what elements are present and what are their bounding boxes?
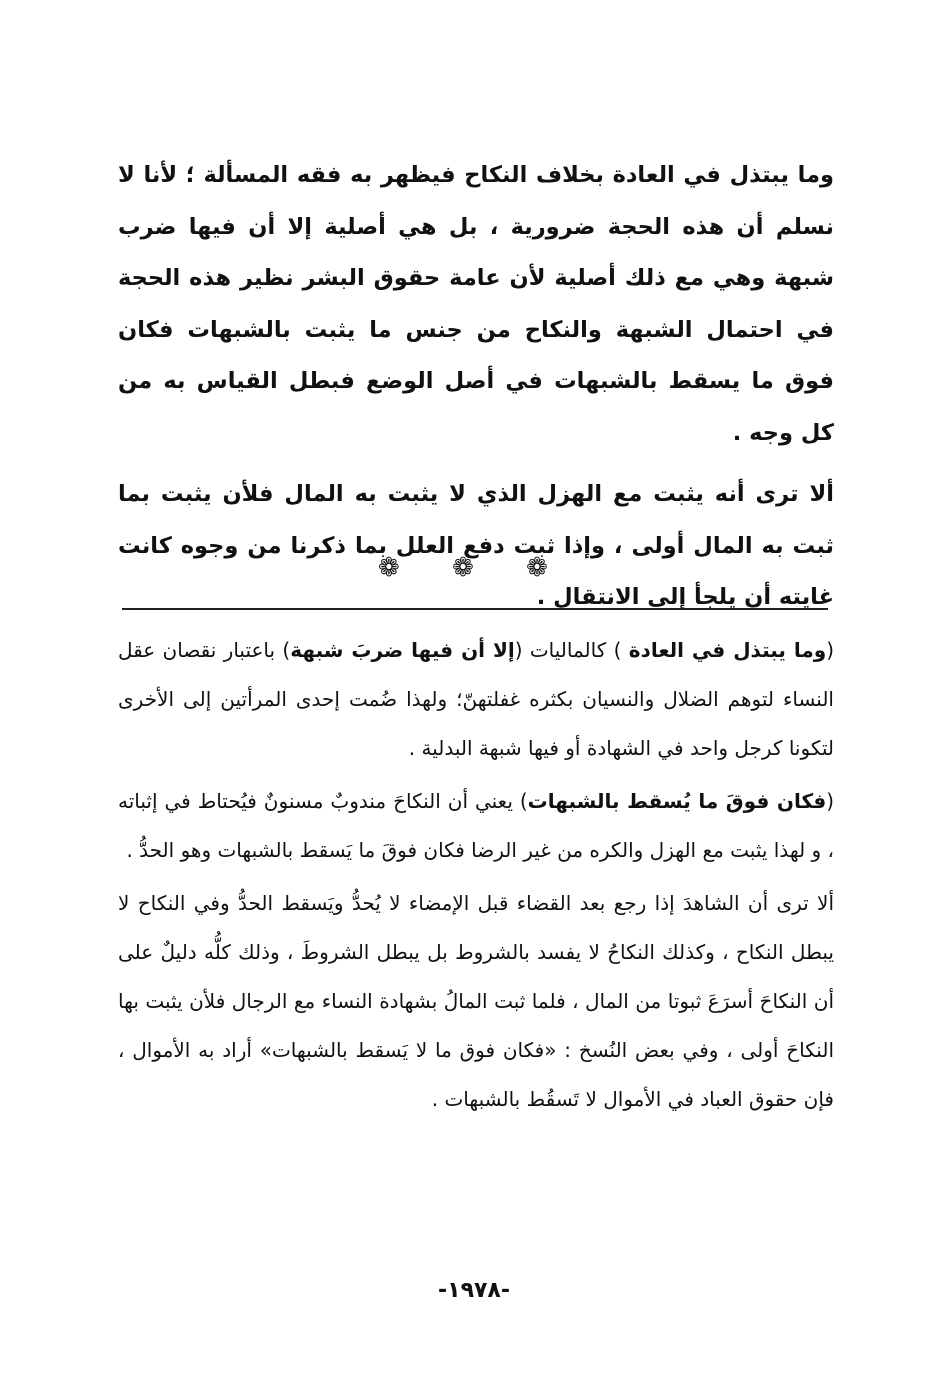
commentary-paragraph-2 [118,777,834,875]
paren-open: ( [826,789,835,813]
footnote-divider [122,608,828,610]
lemma-quote-1: وما يبتذل في العادة [628,638,827,662]
commentary-text: ) يعني أن النكاحَ مندوبٌ مسنونٌ فيُحتاط في إثباته ، و لهذا يثبت مع الهزل والكره من غير الرضا فكان فوقَ ما يَسقط بالشبهات وهو الحدُّ . [118,789,834,862]
main-paragraph-1: وما يبتذل في العادة بخلاف النكاح فيظهر به فقه المسألة ؛ لأنا لا نسلم أن هذه الحجة ضرورية ، بل هي أصلية إلا أن فيها ضرب شبهة وهي مع ذلك أصلية لأن عامة حقوق البشر نظير هذه الحجة في احتمال الشبهة والنكاح من جنس ما يثبت بالشبهات فكان فوق ما يسقط بالشبهات في أصل الوضع فبطل القياس به من كل وجه . [118,162,834,446]
main-paragraph-2: ألا ترى أنه يثبت مع الهزل الذي لا يثبت به المال فلأن يثبت بما ثبت به المال أولى ، وإذا ثبت دفع العلل بما ذكرنا من وجوه كانت غايته أن يلجأ إلى الانتقال . [118,481,834,610]
commentary-text: ) باعتبار نقصان عقل النساء لتوهم الضلال والنسيان بكثره غفلتهنّ؛ ولهذا ضُمت إحدى المرأتين إلى الأخرى لتكونا كرجل واحد في الشهادة أو فيها شبهة البدلية . [118,638,834,760]
section-ornament: ❁ ❁ ❁ [378,553,570,583]
commentary-paragraph-1 [118,626,834,773]
commentary-text: ) كالماليات ( [514,638,629,662]
lemma-quote-3: فكان فوقَ ما يُسقط بالشبهات [527,789,827,813]
commentary-block [118,626,834,1124]
lemma-quote-2: إلا أن فيها ضربَ شبهة [290,638,515,662]
paren-open: ( [826,638,835,662]
page-number: -١٩٧٨- [438,1278,510,1303]
commentary-paragraph-3: ألا ترى أن الشاهدَ إذا رجع بعد القضاء قبل الإمضاء لا يُحدُّ ويَسقط الحدُّ وفي النكاح لا يبطل النكاح ، وكذلك النكاحُ لا يفسد بالشروط بل يبطل الشروطَ ، وذلك كلُّه دليلٌ على أن النكاحَ أسرَعَ ثبوتا من المال ، فلما ثبت المالُ بشهادة النساء مع الرجال فلأن يثبت بها النكاحَ أولى ، وفي بعض النُسخ : «فكان فوق ما لا يَسقط بالشبهات» أراد به الأموال ، فإن حقوق العباد في الأموال لا تَسقُط بالشبهات . [118,891,834,1111]
